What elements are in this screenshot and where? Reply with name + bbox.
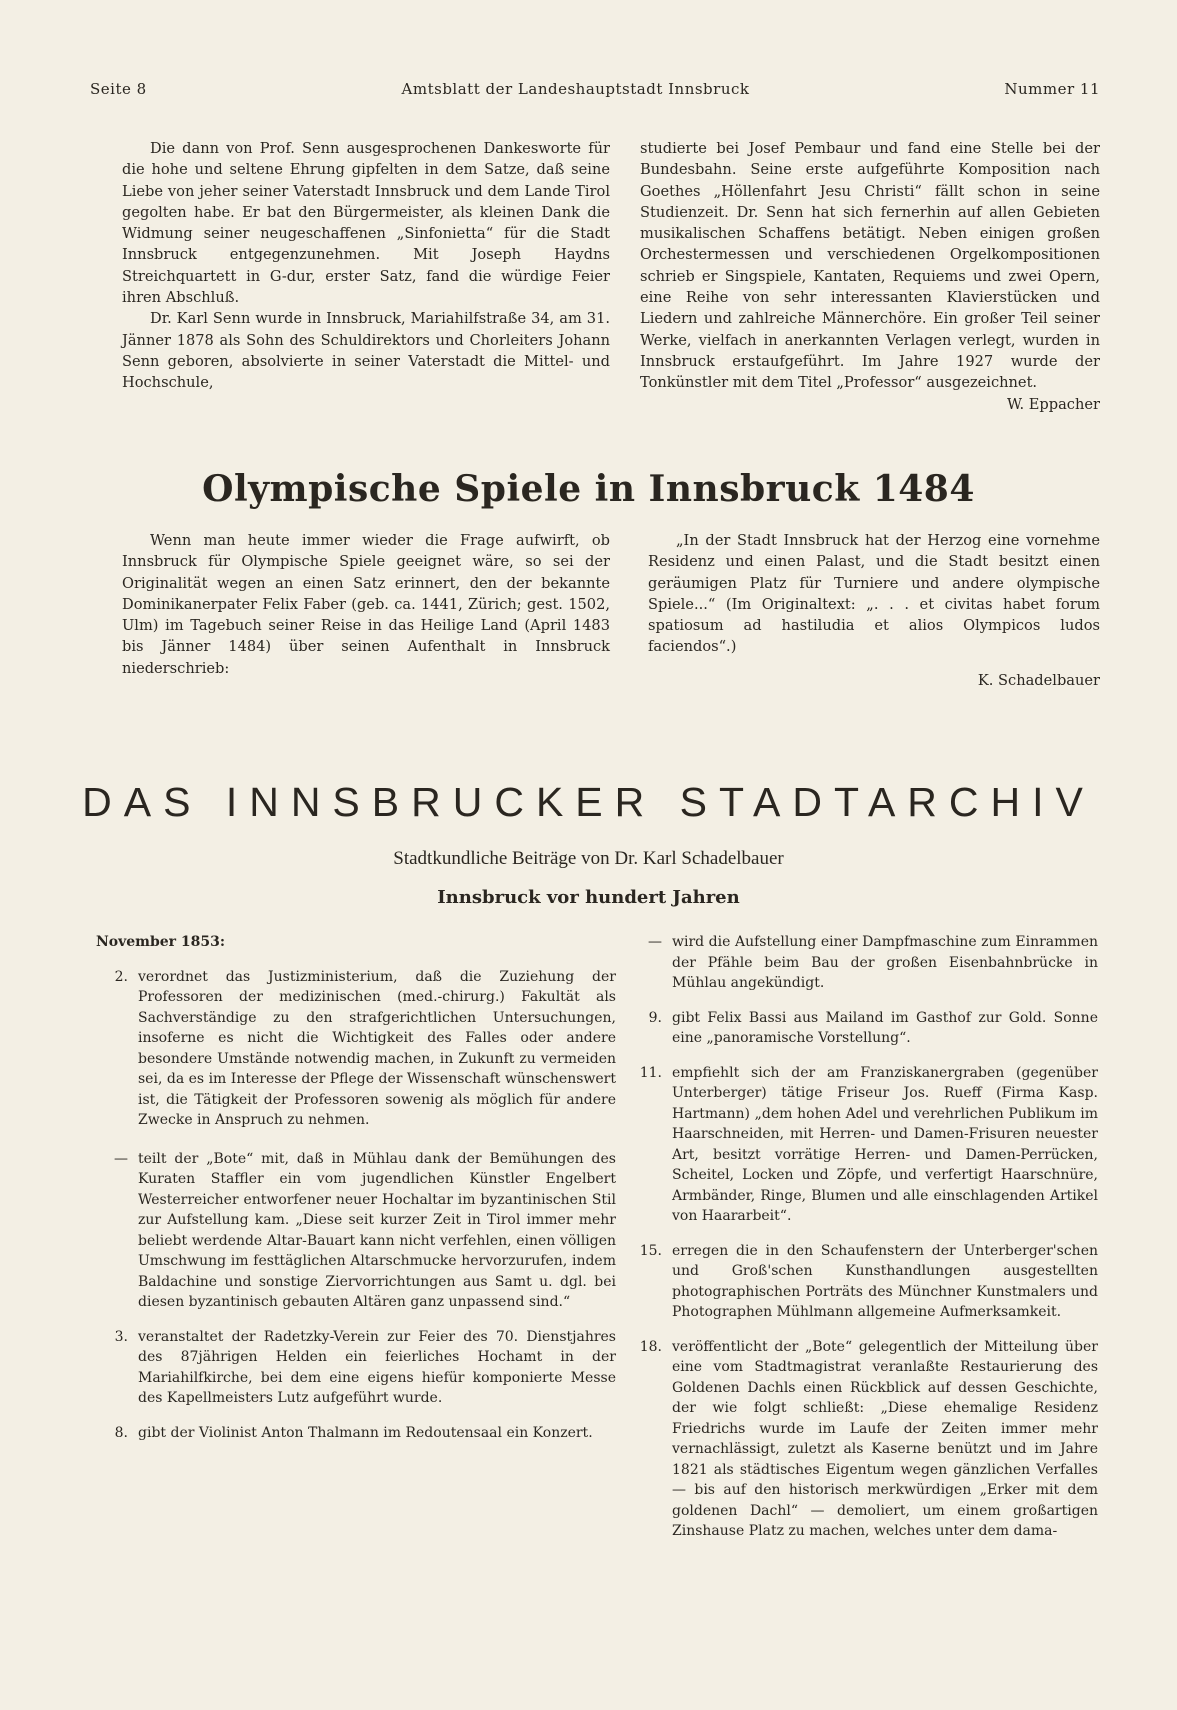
archive-entry <box>630 1337 1098 1542</box>
entry-text: wird die Aufstellung einer Dampfmaschine zum Einrammen der Pfähle beim Bau der großen Eisenbahnbrücke in Mühlau angekündigt. <box>672 934 1098 991</box>
archive-entry <box>630 932 1098 994</box>
page-number: Seite 8 <box>90 80 147 98</box>
entry-text: empfiehlt sich der am Franziskanergraben (gegenüber Unterberger) tätige Friseur Jos. Rueff (Firma Kasp. Hartmann) „dem hohen Adel und verehrlichen Publikum im Haarschneiden, mit Herren- und Damen-Frisuren neuester Art, besitzt vorrätige Herren- und Damen-Perrücken, Scheitel, Locken und Zöpfe, und verfertigt Haarschnüre, Armbänder, Ringe, Blumen und alle einschlagenden Artikel von Haararbeit“. <box>672 1064 1098 1224</box>
archive-month: November 1853: <box>96 934 226 950</box>
senn-column-right <box>640 138 1100 415</box>
entry-text: teilt der „Bote“ mit, daß in Mühlau dank der Bemühungen des Kuraten Staffler ein vom jugendlichen Künstler Engelbert Westerreicher entworfener neuer Hochaltar im byzantinischen Stil zur Aufstellung kam. „Diese seit kurzer Zeit in Tirol immer mehr beliebt werdende Altar-Bauart kann nicht verfehlen, einen völligen Umschwung im festtäglichen Altarschmucke hervorzurufen, indem Baldachine und sonstige Ziervorrichtungen aus Samt u. dgl. bei diesen byzantinisch gebauten Altären ganz unpassend sind.“ <box>138 1150 616 1310</box>
running-header <box>90 80 1100 98</box>
entry-number: — <box>114 1150 128 1167</box>
entry-number: 18. <box>639 1338 662 1355</box>
archive-title: DAS INNSBRUCKER STADTARCHIV <box>82 779 1095 825</box>
publication-title: Amtsblatt der Landeshauptstadt Innsbruck <box>401 80 750 98</box>
entry-number: 3. <box>114 1328 128 1345</box>
senn-author: W. Eppacher <box>1007 395 1100 413</box>
archive-entry <box>630 1063 1098 1227</box>
entry-text: erregen die in den Schaufenstern der Unterberger'schen und Groß'schen Kunsthandlungen ausgestellten photographischen Porträts des Münchner Kunstmalers und Photographen Mühlmann allgemeine Aufmerksamkeit. <box>672 1242 1098 1320</box>
entry-number: 2. <box>114 968 128 985</box>
olympic-author: K. Schadelbauer <box>977 671 1100 689</box>
senn-paragraph: studierte bei Josef Pembaur und fand eine Stelle bei der Bundesbahn. Seine erste aufgeführte Komposition nach Goethes „Höllenfahrt Jesu Christi“ fällt schon in seine Studienzeit. Dr. Senn hat sich fernerhin auf allen Gebieten musikalischen Schaffens betätigt. Neben einigen großen Orchestermessen und verschiedenen Orgelkompositionen schrieb er Singspiele, Kantaten, Requiems und zwei Opern, eine Reihe von sehr interessanten Klavierstücken und Liedern und zahlreiche Männerchöre. Ein großer Teil seiner Werke, vielfach in anerkannten Verlagen verlegt, wurden in Innsbruck erstaufgeführt. Im Jahre 1927 wurde der Tonkünstler mit dem Titel „Professor“ ausgezeichnet. <box>640 140 1100 392</box>
archive-column-right <box>630 932 1098 1556</box>
senn-paragraph: Dr. Karl Senn wurde in Innsbruck, Mariahilfstraße 34, am 31. Jänner 1878 als Sohn des Schuldirektors und Chorleiters Johann Senn geboren, absolvierte in seiner Vaterstadt die Mittel- und Hochschule, <box>122 310 610 392</box>
issue-number: Nummer 11 <box>1004 80 1100 98</box>
archive-column-left <box>96 932 616 1457</box>
archive-subtitle: Stadtkundliche Beiträge von Dr. Karl Schadelbauer <box>393 848 784 869</box>
senn-paragraph: Die dann von Prof. Senn ausgesprochenen Dankesworte für die hohe und seltene Ehrung gipfelten in dem Satze, daß seine Liebe von jeher seiner Vaterstadt Innsbruck und dem Lande Tirol gegolten habe. Er bat den Bürgermeister, als kleinen Dank die Widmung seiner neugeschaffenen „Sinfonietta“ für die Stadt Innsbruck entgegenzunehmen. Mit Joseph Haydns Streichquartett in G-dur, erster Satz, fand die würdige Feier ihren Abschluß. <box>122 140 610 307</box>
olympic-quote: „In der Stadt Innsbruck hat der Herzog eine vornehme Residenz und einen Palast, und die Stadt besitzt einen geräumigen Platz für Turniere und andere olympische Spiele...“ (Im Originaltext: „. . . et civitas habet forum spatiosum ad hastiludia et alios Olympicos ludos faciendos“.) <box>648 532 1100 656</box>
archive-entry <box>96 1423 616 1444</box>
senn-column-left <box>122 138 610 394</box>
entry-number: — <box>648 934 662 950</box>
archive-entry <box>96 1149 616 1313</box>
olympic-headline: Olympische Spiele in Innsbruck 1484 <box>202 468 975 510</box>
archive-entry <box>96 967 616 1131</box>
olympic-paragraph: Wenn man heute immer wieder die Frage aufwirft, ob Innsbruck für Olympische Spiele geeignet wäre, so sei der Originalität wegen an einen Satz erinnert, den der bekannte Dominikanerpater Felix Faber (geb. ca. 1441, Zürich; gest. 1502, Ulm) im Tagebuch seiner Reise in das Heilige Land (April 1483 bis Jänner 1484) über seinen Aufenthalt in Innsbruck niederschrieb: <box>122 532 610 677</box>
entry-number: 11. <box>639 1064 662 1081</box>
entry-number: 9. <box>648 1009 662 1026</box>
olympic-column-left <box>122 530 610 679</box>
archive-entry <box>630 1241 1098 1323</box>
entry-text: gibt der Violinist Anton Thalmann im Redoutensaal ein Konzert. <box>138 1424 593 1441</box>
olympic-column-right <box>648 530 1100 691</box>
entry-text: veranstaltet der Radetzky-Verein zur Feier des 70. Dienstjahres des 87jährigen Helden ein feierliches Hochamt in der Mariahilfkirche, bei dem eine eigens hiefür komponierte Messe des Kapellmeisters Lutz aufgeführt wurde. <box>138 1328 616 1406</box>
archive-entry <box>96 1327 616 1409</box>
archive-entry <box>630 1008 1098 1049</box>
entry-text: gibt Felix Bassi aus Mailand im Gasthof zur Gold. Sonne eine „panoramische Vorstellung“. <box>672 1009 1098 1046</box>
entry-text: veröffentlicht der „Bote“ gelegentlich der Mitteilung über eine vom Stadtmagistrat veranlaßte Restaurierung des Goldenen Dachls einen Rückblick auf dessen Geschichte, der wie folgt schließt: „Diese ehemalige Residenz Friedrichs wurde im Laufe der Zeiten immer mehr vernachlässigt, zuletzt als Kaserne benützt und im Jahre 1821 als städtisches Eigentum wegen gänzlichen Verfalles — bis auf den historisch merkwürdigen „Erker mit dem goldenen Dachl“ — demoliert, um einem großartigen Zinshause Platz zu machen, welches unter dem dama- <box>672 1338 1098 1539</box>
archive-section-title: Innsbruck vor hundert Jahren <box>437 887 740 908</box>
entry-number: 8. <box>114 1424 128 1441</box>
entry-text: verordnet das Justizministerium, daß die Zuziehung der Professoren der medizinischen (med.-chirurg.) Fakultät als Sachverständige zu den strafgerichtlichen Untersuchungen, insoferne es nicht die Wichtigkeit des Falles oder andere besondere Umstände notwendig machen, in Zukunft zu vermeiden sei, da es im Interesse der Pflege der Wissenschaft wünschenswert ist, die Tätigkeit der Professoren sowenig als möglich für andere Zwecke in Anspruch zu nehmen. <box>138 968 616 1128</box>
entry-number: 15. <box>639 1242 662 1259</box>
